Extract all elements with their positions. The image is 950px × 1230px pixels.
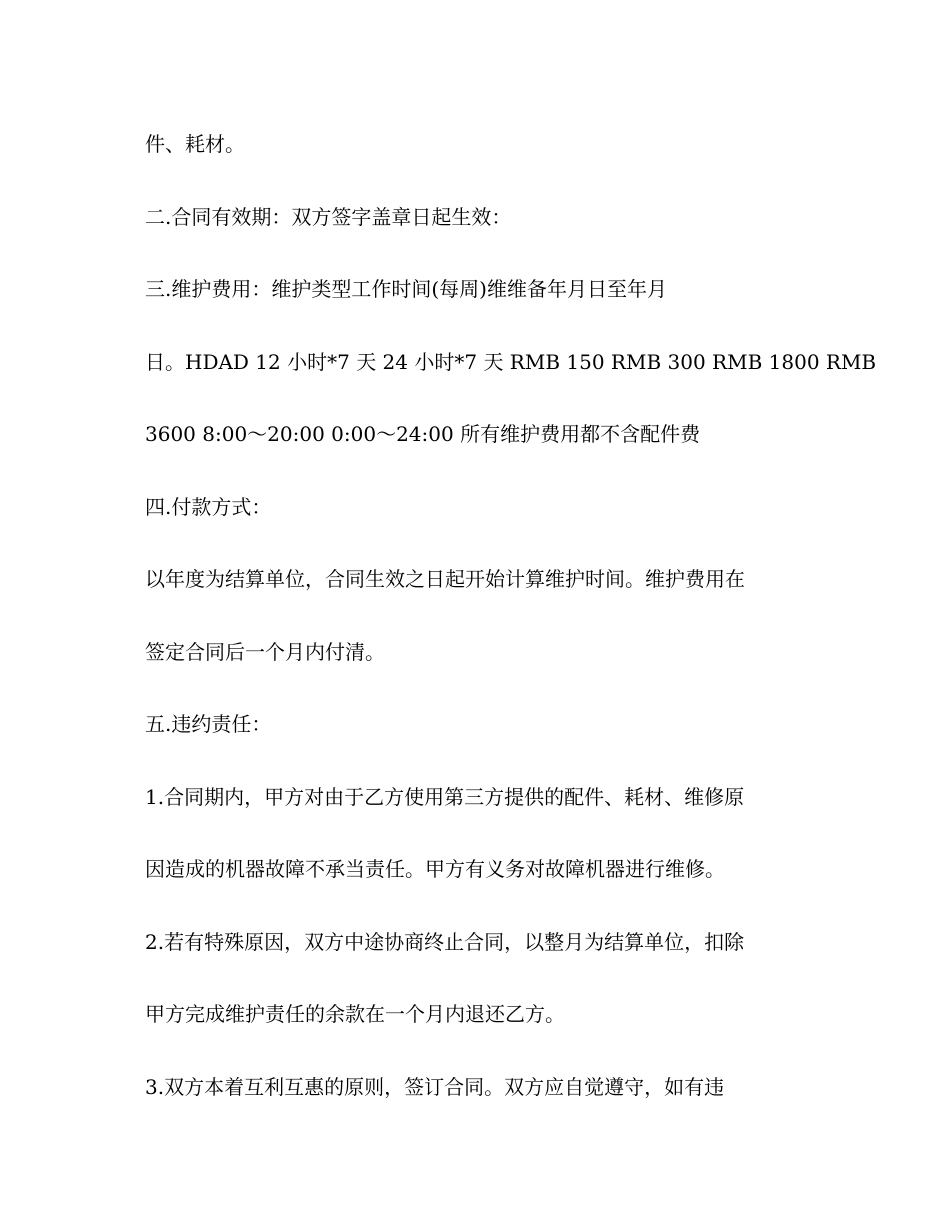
section-heading-validity: 二.合同有效期：双方签字盖章日起生效：: [145, 205, 512, 229]
paragraph-line: 甲方完成维护责任的余款在一个月内退还乙方。: [145, 1002, 565, 1026]
paragraph-line: 因造成的机器故障不承当责任。甲方有义务对故障机器进行维修。: [145, 857, 725, 881]
paragraph-line: 签定合同后一个月内付清。: [145, 640, 385, 664]
paragraph-line: 件、耗材。: [145, 132, 245, 156]
list-item-2: 2.若有特殊原因，双方中途协商终止合同，以整月为结算单位，扣除: [145, 930, 745, 954]
section-heading-fees: 三.维护费用：维护类型工作时间(每周)维维备年月日至年月: [145, 277, 667, 301]
paragraph-line: 3600 8:00～20:00 0:00～24:00 所有维护费用都不含配件费: [145, 422, 701, 446]
section-heading-liability: 五.违约责任：: [145, 712, 272, 736]
section-heading-payment: 四.付款方式：: [145, 495, 272, 519]
paragraph-line: 日。HDAD 12 小时*7 天 24 小时*7 天 RMB 150 RMB 300 RMB 1800 RMB: [145, 350, 877, 374]
list-item-3: 3.双方本着互利互惠的原则，签订合同。双方应自觉遵守，如有违: [145, 1075, 725, 1099]
list-item-1: 1.合同期内，甲方对由于乙方使用第三方提供的配件、耗材、维修原: [145, 785, 745, 809]
paragraph-line: 以年度为结算单位，合同生效之日起开始计算维护时间。维护费用在: [145, 567, 745, 591]
